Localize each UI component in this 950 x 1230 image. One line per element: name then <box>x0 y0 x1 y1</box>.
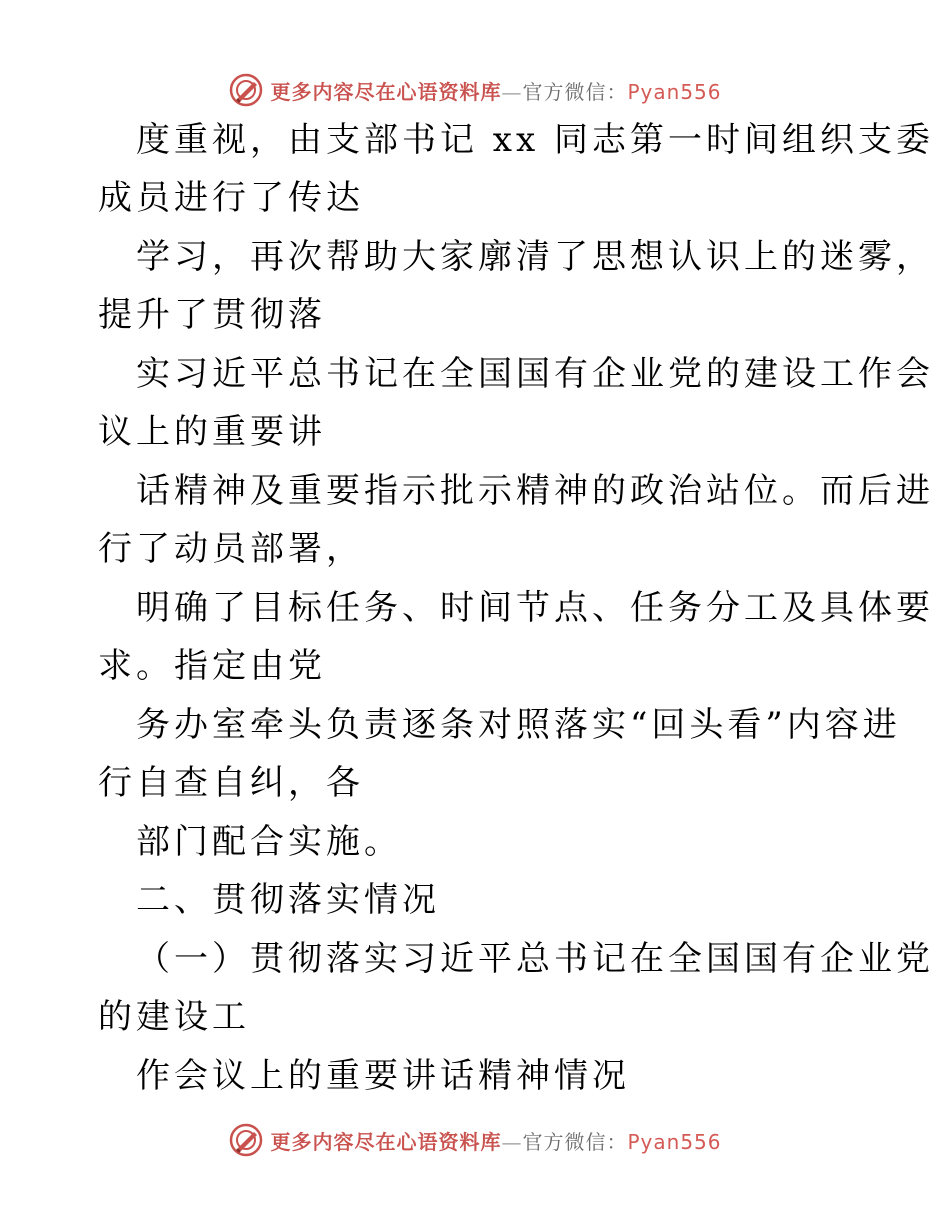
banner-wechat-id: Pyan556 <box>627 1129 722 1154</box>
library-logo-icon <box>228 72 264 108</box>
library-logo-icon <box>228 1122 264 1158</box>
footer-banner <box>0 1120 950 1160</box>
body-line: 话精神及重要指示批示精神的政治站位。而后进 <box>136 471 934 511</box>
banner-wechat-id: Pyan556 <box>627 79 722 104</box>
banner-official-text: 官方微信： <box>522 79 628 104</box>
body-line: 务办室牵头负责逐条对照落实“回头看”内容进 <box>136 705 901 745</box>
subsection-heading: （一）贯彻落实习近平总书记在全国国有企业党 <box>136 939 934 979</box>
body-line: 议上的重要讲 <box>98 412 326 452</box>
section-heading: 二、贯彻落实情况 <box>136 880 440 920</box>
body-line: 学习，再次帮助大家廓清了思想认识上的迷雾， <box>136 237 934 277</box>
banner-dash: — <box>501 79 523 104</box>
body-line: 的建设工 <box>98 997 250 1037</box>
body-line: 行了动员部署， <box>98 529 364 569</box>
body-line: 成员进行了传达 <box>98 178 364 218</box>
body-line: 作会议上的重要讲话精神情况 <box>136 1056 630 1096</box>
banner-promo-text: 更多内容尽在心语资料库 <box>270 1129 502 1154</box>
header-banner <box>0 70 950 110</box>
banner-promo-text: 更多内容尽在心语资料库 <box>270 79 502 104</box>
body-line: 部门配合实施。 <box>136 822 402 862</box>
banner-official-text: 官方微信： <box>522 1129 628 1154</box>
body-line: 行自查自纠，各 <box>98 763 364 803</box>
banner-dash: — <box>501 1129 523 1154</box>
body-line: 明确了目标任务、时间节点、任务分工及具体要 <box>136 588 934 628</box>
body-line: 度重视，由支部书记 xx 同志第一时间组织支委 <box>136 120 934 160</box>
body-line: 提升了贯彻落 <box>98 295 326 335</box>
body-line: 实习近平总书记在全国国有企业党的建设工作会 <box>136 354 934 394</box>
body-line: 求。指定由党 <box>98 646 326 686</box>
